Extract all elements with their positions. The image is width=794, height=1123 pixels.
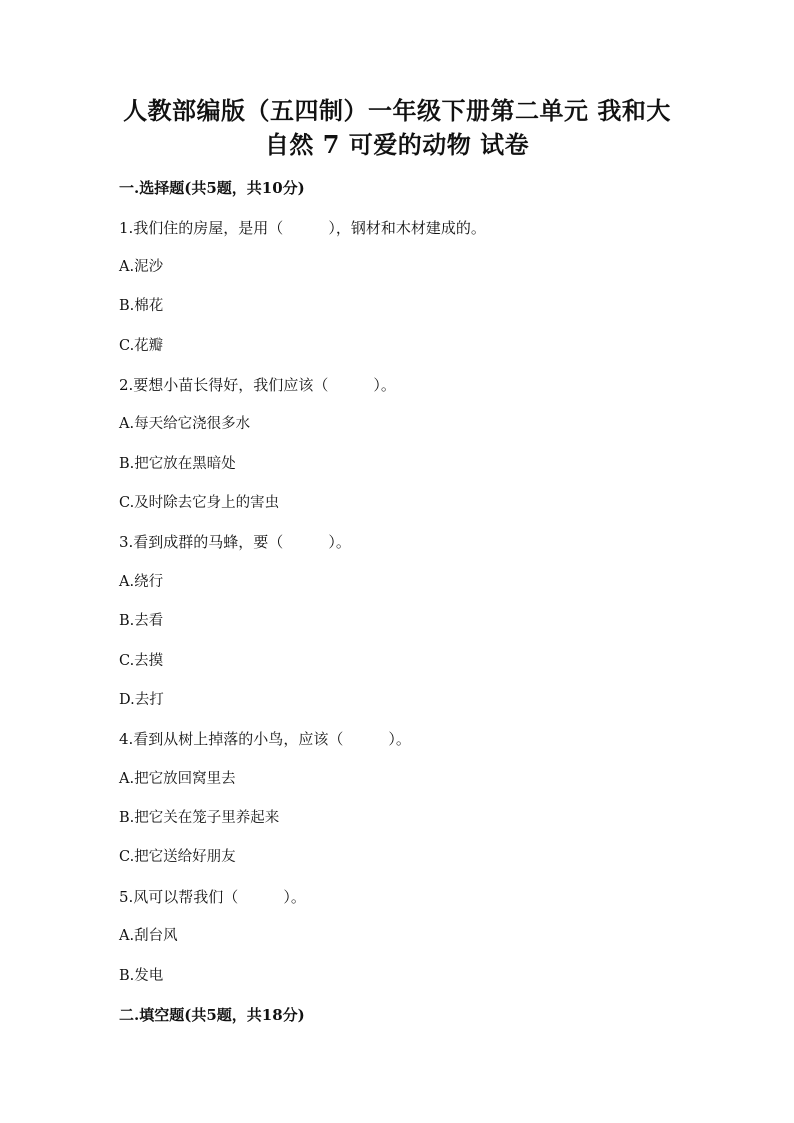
question-4-stem: 4.看到从树上掉落的小鸟，应该（ ）。 xyxy=(119,730,411,748)
title-line-1: 人教部编版（五四制）一年级下册第二单元 我和大 xyxy=(123,96,671,125)
question-1-stem: 1.我们住的房屋，是用（ ），钢材和木材建成的。 xyxy=(119,219,486,237)
question-1-option-c: C.花瓣 xyxy=(119,338,164,354)
question-3-option-c: C.去摸 xyxy=(119,653,164,669)
document-title xyxy=(120,94,674,162)
question-4-option-b: B.把它关在笼子里养起来 xyxy=(119,810,280,826)
question-4-option-c: C.把它送给好朋友 xyxy=(119,849,236,865)
section-heading-choice: 一.选择题(共5题，共10分) xyxy=(119,179,305,197)
question-5-option-a: A.刮台风 xyxy=(119,928,178,944)
question-5-option-b: B.发电 xyxy=(119,968,164,984)
question-2-option-a: A.每天给它浇很多水 xyxy=(119,416,251,432)
question-3-option-a: A.绕行 xyxy=(119,574,164,590)
question-5-stem: 5.风可以帮我们（ ）。 xyxy=(119,888,306,906)
title-line-2: 自然 7 可爱的动物 试卷 xyxy=(264,130,530,159)
question-2-stem: 2.要想小苗长得好，我们应该（ ）。 xyxy=(119,376,396,394)
question-3-option-d: D.去打 xyxy=(119,692,164,708)
question-2-option-c: C.及时除去它身上的害虫 xyxy=(119,495,280,511)
question-1-option-b: B.棉花 xyxy=(119,298,164,314)
question-3-stem: 3.看到成群的马蜂，要（ ）。 xyxy=(119,533,351,551)
section-heading-fill-blank: 二.填空题(共5题，共18分) xyxy=(119,1006,305,1024)
question-2-option-b: B.把它放在黑暗处 xyxy=(119,456,236,472)
question-4-option-a: A.把它放回窝里去 xyxy=(119,771,236,787)
question-3-option-b: B.去看 xyxy=(119,613,164,629)
question-1-option-a: A.泥沙 xyxy=(119,259,164,275)
